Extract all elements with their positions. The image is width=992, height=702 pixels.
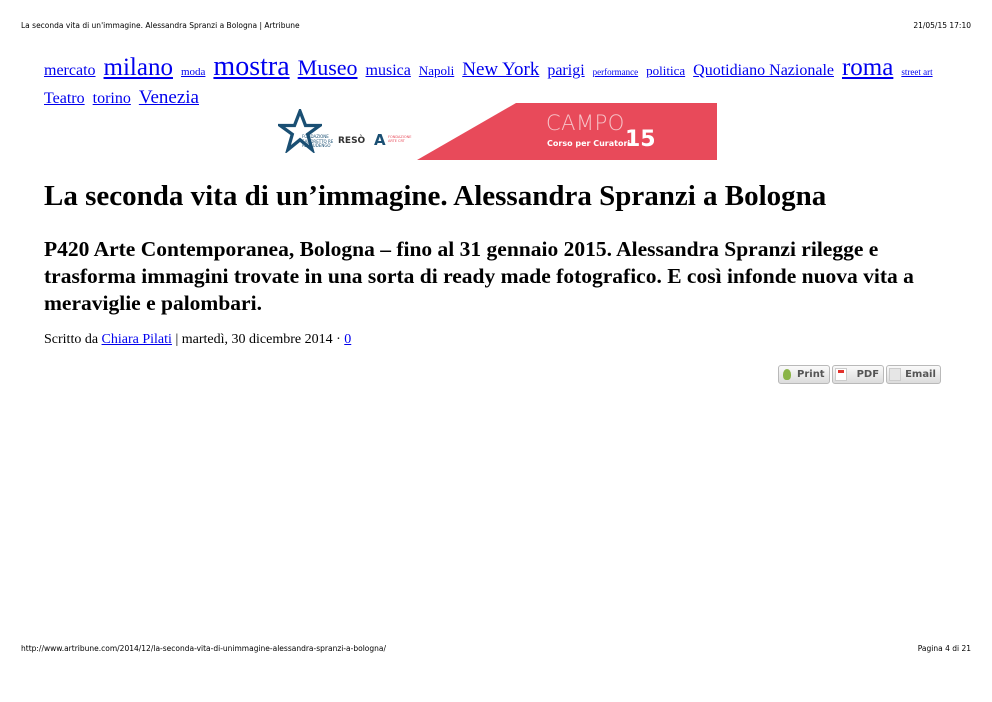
byline-date: | martedì, 30 dicembre 2014 · [171, 332, 345, 347]
banner-fondazione-logo: FONDAZIONE SANDRETTO RE REBAUDENGO [302, 134, 334, 148]
tag-link[interactable]: Venezia [138, 87, 199, 108]
banner-corso-text: Corso per Curatori [547, 139, 631, 148]
tag-link[interactable]: Quotidiano Nazionale [693, 62, 834, 79]
article-title: La seconda vita di un’immagine. Alessandra Spranzi a Bologna [44, 180, 827, 212]
author-link[interactable]: Chiara Pilati [101, 332, 172, 347]
banner-reso-logo: RESÒ [338, 136, 366, 146]
email-button-label: Email [905, 369, 936, 380]
tag-link[interactable]: street art [901, 67, 933, 77]
banner-year-text: 15 [625, 127, 656, 152]
tag-link[interactable]: moda [180, 66, 206, 78]
banner-a-logo: A [374, 131, 386, 149]
print-header [21, 21, 971, 30]
tag-link[interactable]: Teatro [44, 90, 85, 107]
print-button[interactable] [778, 365, 830, 384]
pdf-button-label: PDF [856, 369, 880, 380]
pdf-icon [835, 368, 847, 381]
tag-link[interactable]: Museo [297, 55, 358, 80]
print-page-title: La seconda vita di un'immagine. Alessandra Spranzi a Bologna | Artribune [21, 21, 300, 30]
tag-link[interactable]: musica [365, 62, 411, 79]
share-buttons [778, 365, 941, 384]
print-button-label: Print [797, 369, 825, 380]
tag-link[interactable]: torino [92, 90, 131, 107]
print-icon [781, 368, 793, 381]
tag-link[interactable]: mercato [44, 62, 96, 79]
tag-link[interactable]: New York [462, 59, 540, 80]
banner-a-logo-caption: FONDAZIONE ARTE CRT [388, 135, 412, 143]
article-subtitle: P420 Arte Contemporanea, Bologna – fino al 31 gennaio 2015. Alessandra Spranzi rilegge e trasforma immagini trovate in una sorta di ready made fotografico. E così infonde nuova vita a meraviglie e palombari. [44, 237, 914, 315]
tag-link[interactable]: parigi [547, 62, 585, 79]
pdf-button[interactable] [832, 365, 884, 384]
print-footer [21, 644, 971, 653]
tag-link[interactable]: milano [103, 54, 173, 81]
print-page-number: Pagina 4 di 21 [917, 644, 971, 653]
banner-campo-text: CAMPO [546, 111, 625, 135]
tag-link[interactable]: mostra [213, 51, 290, 82]
article-byline [44, 332, 351, 348]
email-icon [889, 368, 901, 381]
byline-prefix: Scritto da [44, 332, 102, 347]
print-datetime: 21/05/15 17:10 [913, 21, 971, 30]
tag-link[interactable]: Napoli [418, 63, 455, 78]
comments-link[interactable]: 0 [344, 332, 352, 347]
tag-link[interactable]: performance [592, 67, 639, 77]
tag-link[interactable]: politica [646, 63, 686, 78]
tag-link[interactable]: roma [841, 54, 894, 81]
campo-banner[interactable] [274, 103, 717, 160]
print-url: http://www.artribune.com/2014/12/la-seconda-vita-di-unimmagine-alessandra-spranzi-a-bologna/ [21, 644, 387, 653]
email-button[interactable] [886, 365, 941, 384]
